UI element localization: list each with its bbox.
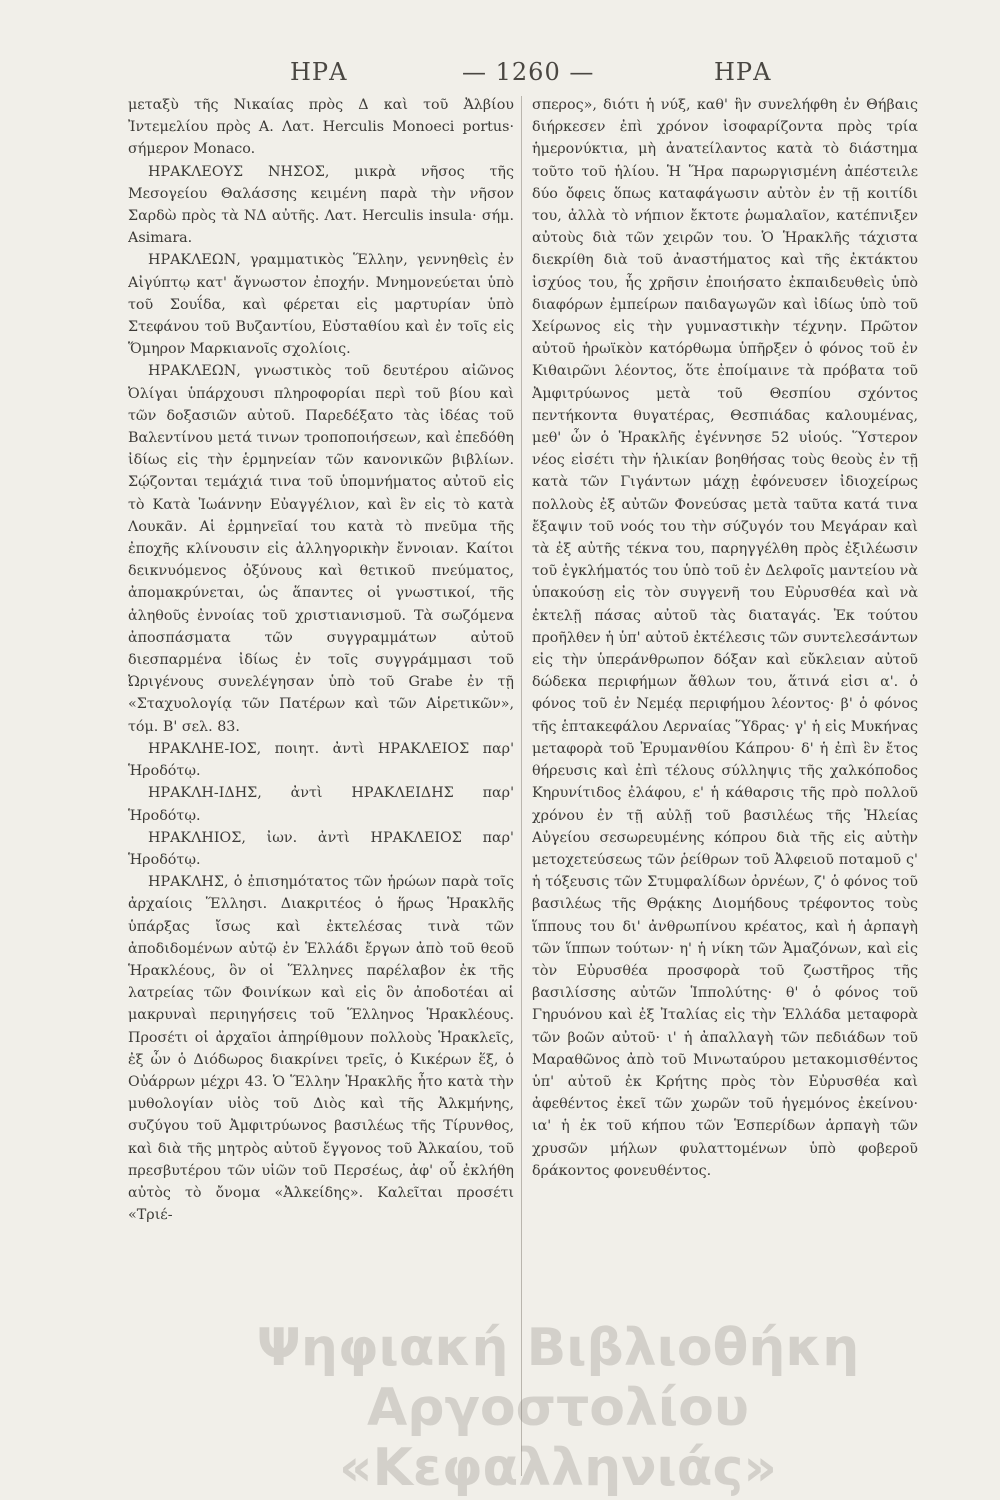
entry-herakles: ΗΡΑΚΛΗΣ, ὁ ἐπισημότατος τῶν ἡρώων παρὰ τοῖς ἀρχαίοις Ἕλλησι. Διακριτέος ὁ ἥρως Ἡρακλῆς ὑπάρξας ἴσως καὶ ἐκτελέσας τινὰ τῶν ἀποδιδομένων αὐτῷ ἐν Ἑλλάδι ἔργων ἀπὸ τοῦ θεοῦ Ἡρακλέους, ὃν οἱ Ἕλληνες παρέλαβον ἐκ τῆς λατρείας τῶν Φοινίκων καὶ εἰς ὃν ἀποδοτέαι αἱ μακρυναὶ περιηγήσεις τοῦ Ἕλληνος Ἡρακλέους. Προσέτι οἱ ἀρχαῖοι ἀπηρίθμουν πολλοὺς Ἡρακλεῖς, ἐξ ὧν ὁ Διόδωρος διακρίνει τρεῖς, ὁ Κικέρων ἕξ, ὁ Οὐάρρων μέχρι 43. Ὁ Ἕλλην Ἡρακλῆς ἦτο κατὰ τὴν μυθολογίαν υἱὸς τοῦ Διὸς καὶ τῆς Ἀλκμήνης, συζύγου τοῦ Ἀμφιτρύωνος βασιλέως τῆς Τίρυνθος, καὶ διὰ τῆς μητρὸς αὐτοῦ ἔγγονος τοῦ Ἀλκαίου, τοῦ πρεσβυτέρου τῶν υἱῶν τοῦ Περσέως, ἀφ' οὗ ἐκλήθη αὐτὸς τὸ ὄνομα «Ἀλκείδης». Καλεῖται προσέτι «Τριέ- xyxy=(128,874,514,1224)
entry-herakleon-grammatikos: ΗΡΑΚΛΕΩΝ, γραμματικὸς Ἕλλην, γεννηθεὶς ἐν Αἰγύπτῳ κατ' ἄγνωστον ἐποχήν. Μνημονεύεται ὑπὸ τοῦ Σουΐδα, καὶ φέρεται εἰς μαρτυρίαν ὑπὸ Στεφάνου τοῦ Βυζαντίου, Εὐσταθίου καὶ ἐν τοῖς εἰς Ὅμηρον Μαρκιανοῖς σχολίοις. xyxy=(128,252,514,358)
entry-herakleios: ΗΡΑΚΛΗΙΟΣ, ἰων. ἀντὶ ΗΡΑΚΛΕΙΟΣ παρ' Ἡροδότῳ. xyxy=(128,829,514,868)
watermark-line-2: Αργοστολίου «Κεφαλληνιάς» xyxy=(339,1378,777,1498)
right-column xyxy=(532,94,918,1474)
page-number: — 1260 — xyxy=(462,58,595,86)
entry-herakleon-gnostikos: ΗΡΑΚΛΕΩΝ, γνωστικὸς τοῦ δευτέρου αἰῶνος Ὀλίγαι ὑπάρχουσι πληροφορίαι περὶ τοῦ βίου καὶ τῶν δοξασιῶν αὐτοῦ. Παρεδέξατο τὰς ἰδέας τοῦ Βαλεντίνου μετά τινων τροποποιήσεων, καὶ ἐπεδόθη ἰδίως εἰς τὴν ἑρμηνείαν τῶν κανονικῶν βιβλίων. Σῴζονται τεμάχιά τινα τοῦ ὑπομνήματος αὐτοῦ εἰς τὸ Κατὰ Ἰωάννην Εὐαγγέλιον, καὶ ἓν εἰς τὸ κατὰ Λουκᾶν. Αἱ ἑρμηνεῖαί του κατὰ τὸ πνεῦμα τῆς ἐποχῆς κλίνουσιν εἰς ἀλληγορικὴν ἔννοιαν. Καίτοι δεικνυόμενος ὀξύνους καὶ θετικοῦ πνεύματος, ἀπομακρύνεται, ὡς ἅπαντες οἱ γνωστικοί, τῆς ἀληθοῦς ἐννοίας τοῦ χριστιανισμοῦ. Τὰ σωζόμενα ἀποσπάσματα τῶν συγγραμμάτων αὐτοῦ διεσπαρμένα ἰδίως ἐν τοῖς συγγράμμασι τοῦ Ὠριγένους συνελέγησαν ὑπὸ τοῦ Grabe ἐν τῇ «Σταχυολογίᾳ τῶν Πατέρων καὶ τῶν Αἱρετικῶν», τόμ. Β' σελ. 83. xyxy=(128,363,514,735)
header-left-title: ΗΡΑ xyxy=(290,58,348,86)
entry-herakleous-nesos: ΗΡΑΚΛΕΟΥΣ ΝΗΣΟΣ, μικρὰ νῆσος τῆς Μεσογείου Θαλάσσης κειμένη παρὰ τὴν νῆσον Σαρδὼ πρὸς τὰ ΝΔ αὐτῆς. Λατ. Herculis insula· σήμ. Asimara. xyxy=(128,163,514,247)
left-column xyxy=(128,94,514,1474)
watermark-line-1: Ψηφιακή Βιβλιοθήκη xyxy=(256,1318,860,1378)
entry-heraklehides: ΗΡΑΚΛΗ-ΙΔΗΣ, ἀντὶ ΗΡΑΚΛΕΙΔΗΣ παρ' Ἡροδότῳ. xyxy=(128,785,514,824)
running-header xyxy=(0,52,1000,92)
header-right-title: ΗΡΑ xyxy=(714,58,772,86)
entry-herakleeios: ΗΡΑΚΛΗΕ-ΙΟΣ, ποιητ. ἀντὶ ΗΡΑΚΛΕΙΟΣ παρ' Ἡροδότῳ. xyxy=(128,740,514,780)
entry-herakles-continued: σπερος», διότι ἡ νύξ, καθ' ἣν συνελήφθη ἐν Θήβαις διήρκεσεν ἐπὶ χρόνον ἰσοφαρίζοντα πρὸς τρία ἡμερονύκτια, μὴ ἀνατείλαντος κατὰ τὸ διάστημα τοῦτο τοῦ ἡλίου. Ἡ Ἥρα παρωργισμένη ἀπέστειλε δύο ὄφεις ὅπως καταφάγωσιν αὐτὸν ἐν τῇ κοιτίδι του, ἀλλὰ τὸ νήπιον ἔκτοτε ῥωμαλαῖον, κατέπνιξεν αὐτοὺς διὰ τῶν χειρῶν του. Ὁ Ἡρακλῆς τάχιστα διεκρίθη διὰ τοῦ ἀναστήματος καὶ τῆς ἐκτάκτου ἰσχύος του, ἧς χρῆσιν ἐποιήσατο ἐκπαιδευθεὶς ὑπὸ διαφόρων ἐμπείρων παιδαγωγῶν καὶ ἰδίως ὑπὸ τοῦ Χείρωνος εἰς τὴν γυμναστικὴν τέχνην. Πρῶτον αὐτοῦ ἡρωϊκὸν κατόρθωμα ὑπῆρξεν ὁ φόνος τοῦ ἐν Κιθαιρῶνι λέοντος, ὅτε ἐποίμαινε τὰ πρόβατα τοῦ Ἀμφιτρύωνος μετὰ τοῦ Θεσπίου σχόντος πεντήκοντα θυγατέρας, Θεσπιάδας καλουμένας, μεθ' ὧν ὁ Ἡρακλῆς ἐγέννησε 52 υἱούς. Ὕστερον νέος εἰσέτι τὴν ἡλικίαν βοηθήσας τοὺς θεοὺς ἐν τῇ κατὰ τῶν Γιγάντων μάχῃ ἐφόνευσεν ἰδιοχείρως πολλοὺς ἐξ αὐτῶν Φονεύσας μετὰ ταῦτα κατά τινα ἔξαψιν τοῦ νοός του τὴν σύζυγόν του Μεγάραν καὶ τὰ ἐξ αὐτῆς τέκνα του, παρηγγέλθη πρὸς ἐξιλέωσιν τοῦ ἐγκλήματός του ὑπὸ τοῦ ἐν Δελφοῖς μαντείου νὰ ὑπακούσῃ εἰς τὸν συγγενῆ του Εὐρυσθέα καὶ νὰ ἐκτελῇ πάσας αὐτοῦ τὰς διαταγάς. Ἐκ τούτου προῆλθεν ἡ ὑπ' αὐτοῦ ἐκτέλεσις τῶν συντελεσάντων εἰς τὴν ὑπεράνθρωπον δόξαν καὶ εὔκλειαν αὐτοῦ δώδεκα περιφήμων ἄθλων του, ἅτινά εἰσι α'. ὁ φόνος τοῦ ἐν Νεμέᾳ περιφήμου λέοντος· β' ὁ φόνος τῆς ἑπτακεφάλου Λερναίας Ὕδρας· γ' ἡ εἰς Μυκήνας μεταφορὰ τοῦ Ἐρυμανθίου Κάπρου· δ' ἡ ἐπὶ ἓν ἔτος θήρευσις καὶ ἐπὶ τέλους σύλληψις τῆς χαλκόποδος Κηρυνίτιδος ἐλάφου, ε' ἡ κάθαρσις τῆς πρὸ πολλοῦ χρόνου ἐν τῇ αὐλῇ τοῦ βασιλέως τῆς Ἠλείας Αὐγείου σεσωρευμένης κόπρου διὰ τῆς εἰς αὐτὴν μετοχετεύσεως τῶν ῥείθρων τοῦ Ἀλφειοῦ ποταμοῦ ς' ἡ τόξευσις τῶν Στυμφαλίδων ὀρνέων, ζ' ὁ φόνος τοῦ βασιλέως τῆς Θρᾴκης Διομήδους τρέφοντος τοὺς ἵππους του δι' ἀνθρωπίνου κρέατος, καὶ ἡ ἁρπαγὴ τῶν ἵππων τούτων· η' ἡ νίκη τῶν Ἀμαζόνων, καὶ εἰς τὸν Εὐρυσθέα προσφορὰ τοῦ ζωστῆρος τῆς βασιλίσσης αὐτῶν Ἱππολύτης· θ' ὁ φόνος τοῦ Γηρυόνου καὶ ἐξ Ἰταλίας εἰς τὴν Ἑλλάδα μεταφορὰ τῶν βοῶν αὐτοῦ· ι' ἡ ἀπαλλαγὴ τῶν πεδιάδων τοῦ Μαραθῶνος ἀπὸ τοῦ Μινωταύρου μετακομισθέντος ὑπ' αὐτοῦ ἐκ Κρήτης πρὸς τὸν Εὐρυσθέα καὶ ἀφεθέντος ἐκεῖ τῶν χωρῶν τοῦ ἡγεμόνος ἐκείνου· ια' ἡ ἐκ τοῦ κήπου τῶν Ἑσπερίδων ἁρπαγὴ τῶν χρυσῶν μήλων φυλαττομένων ὑπὸ φοβεροῦ δράκοντος φονευθέντος. xyxy=(532,97,918,1179)
entry-continuation: μεταξὺ τῆς Νικαίας πρὸς Δ καὶ τοῦ Ἀλβίου Ἰντεμελίου πρὸς Α. Λατ. Herculis Monoeci portus· σήμερον Monaco. xyxy=(128,97,514,158)
column-divider xyxy=(521,96,522,1476)
